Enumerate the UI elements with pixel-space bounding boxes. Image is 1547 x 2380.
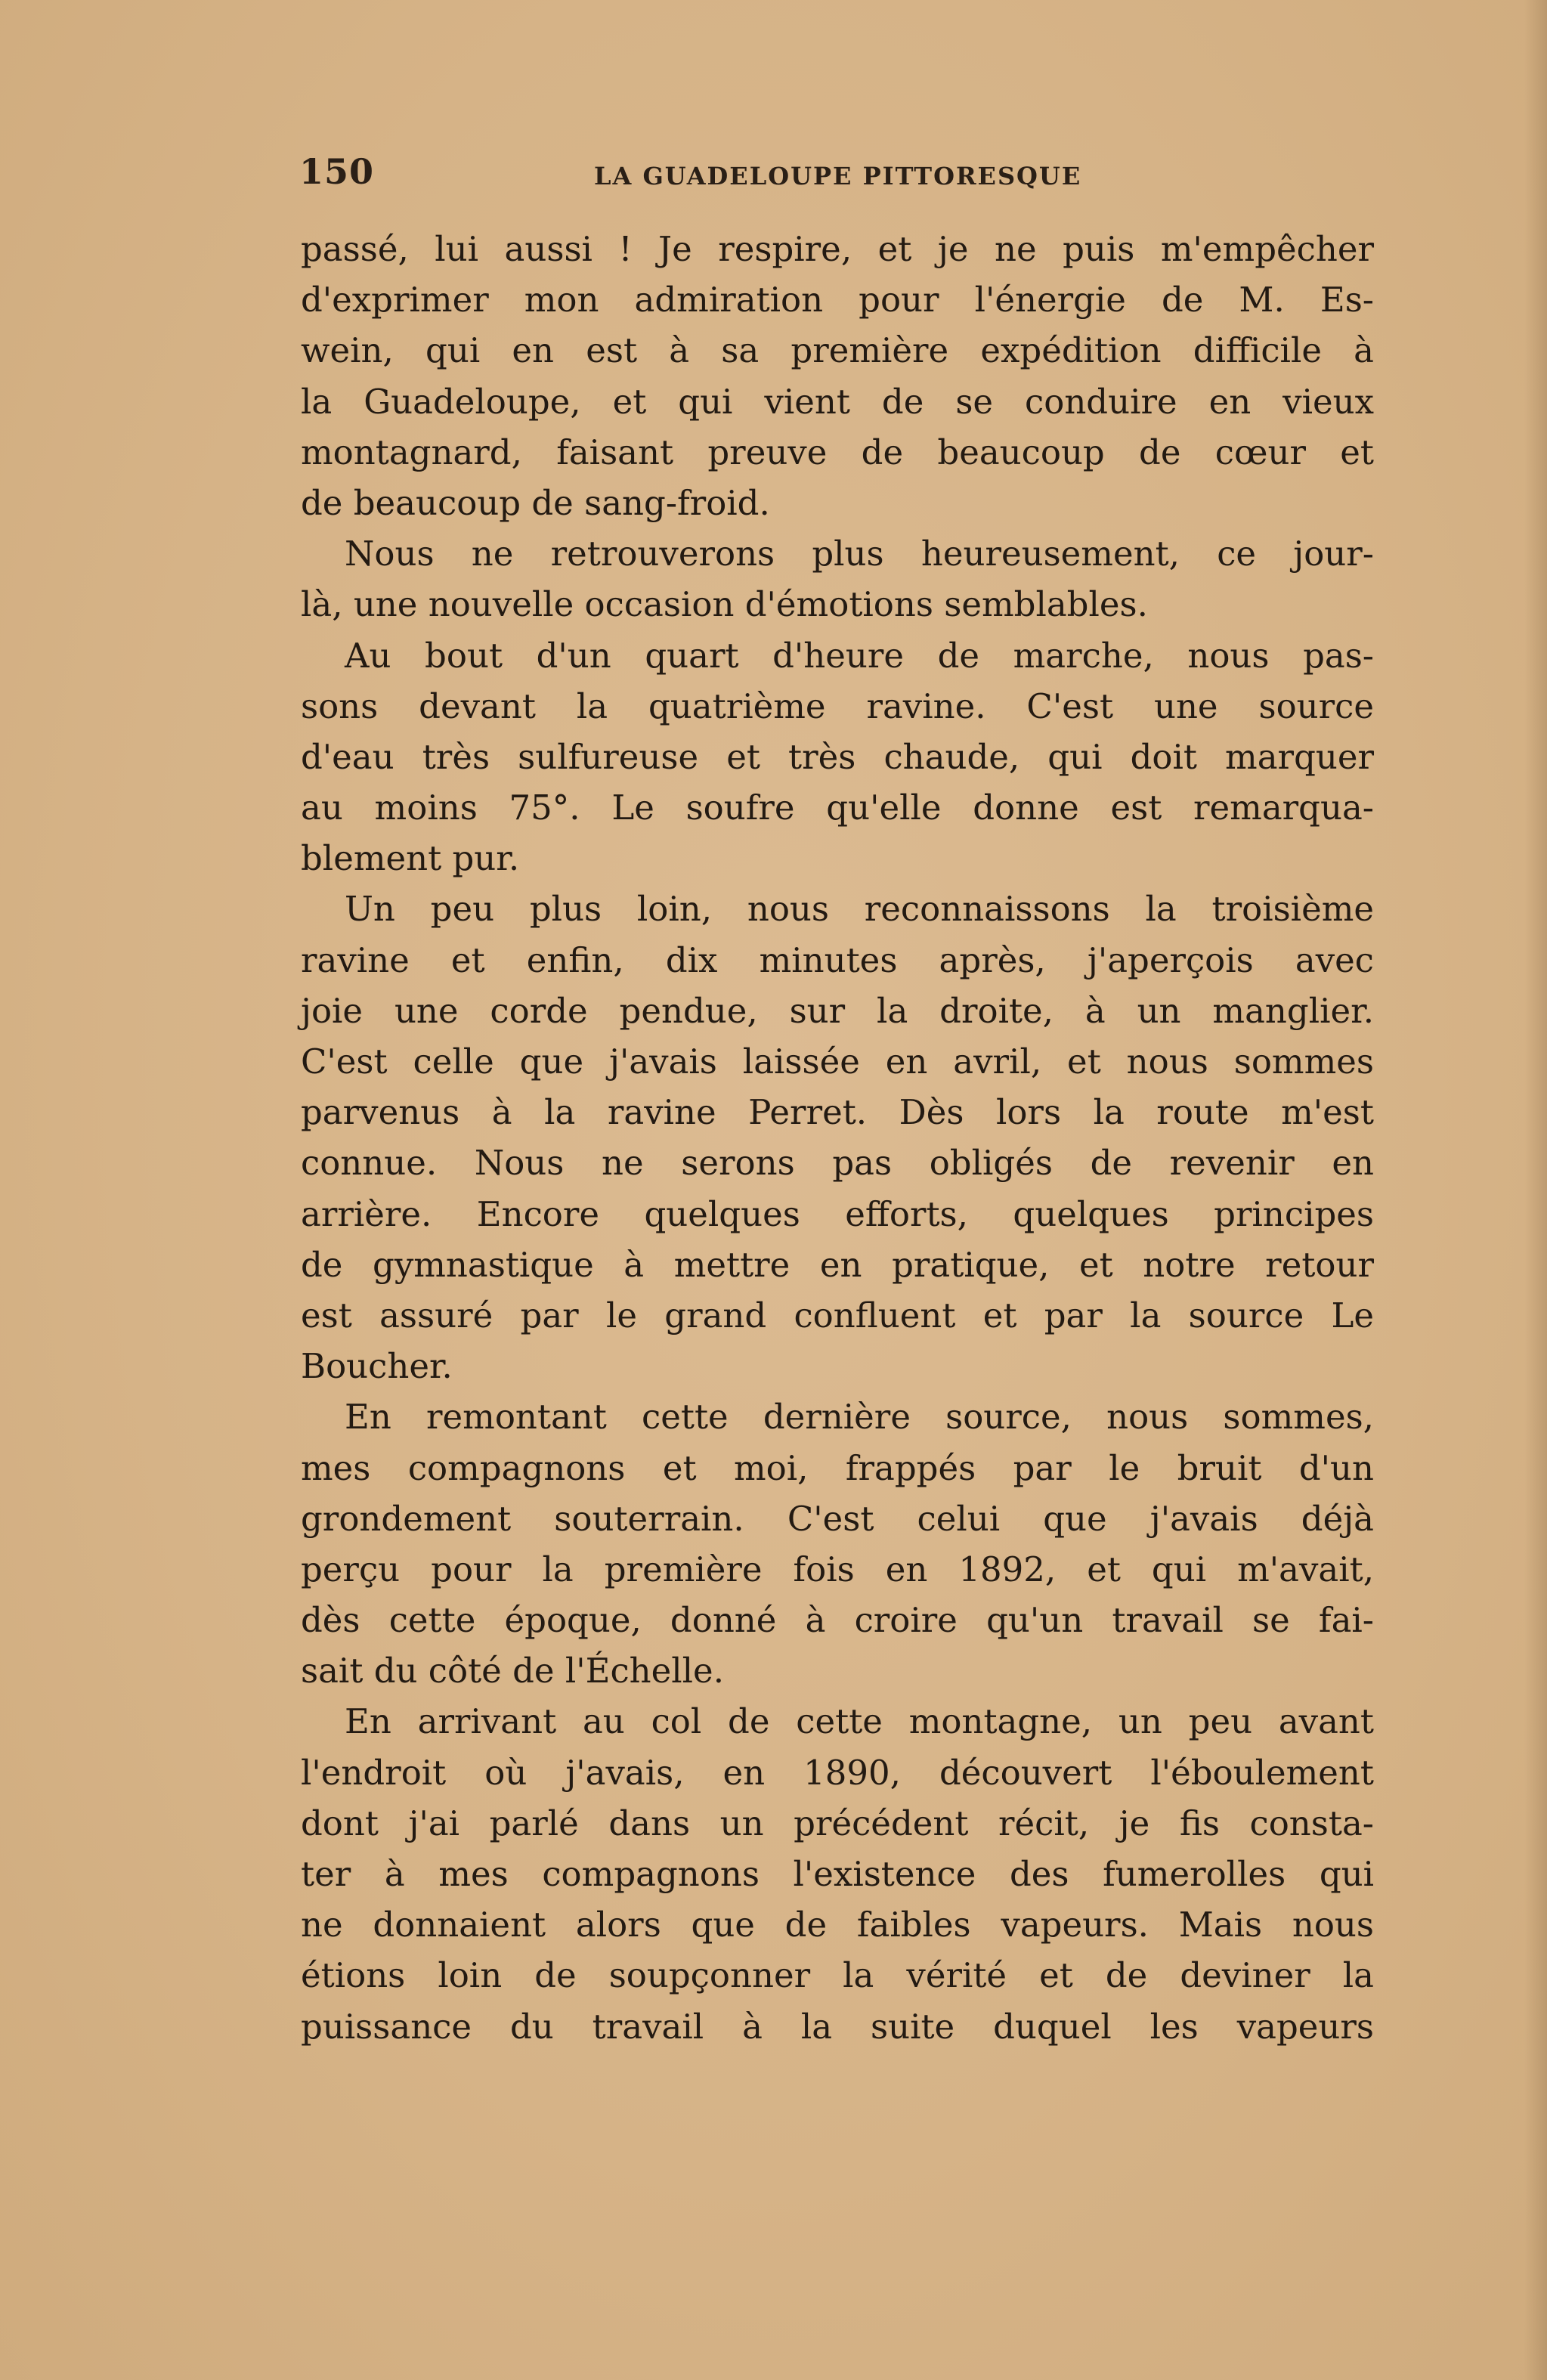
text-line: Nous ne retrouverons plus heureusement, ce jour-: [345, 534, 1374, 574]
page-edge-shadow: [1524, 0, 1547, 2380]
text-line: de beaucoup de sang-froid.: [301, 482, 770, 523]
text-line: d'eau très sulfureuse et très chaude, qui doit marquer: [301, 736, 1374, 777]
text-line: ne donnaient alors que de faibles vapeurs. Mais nous: [301, 1905, 1374, 1945]
text-line: passé, lui aussi ! Je respire, et je ne puis m'empêcher: [301, 229, 1374, 269]
text-line: dont j'ai parlé dans un précédent récit, je fis consta-: [301, 1803, 1374, 1843]
text-line: au moins 75°. Le soufre qu'elle donne est remarqua-: [301, 788, 1374, 828]
text-line: Un peu plus loin, nous reconnaissons la troisième: [345, 889, 1374, 930]
text-line: grondement souterrain. C'est celui que j'avais déjà: [301, 1498, 1374, 1539]
text-line: En arrivant au col de cette montagne, un peu avant: [345, 1701, 1374, 1742]
text-line: de gymnastique à mettre en pratique, et notre retour: [301, 1244, 1374, 1285]
text-line: Au bout d'un quart d'heure de marche, nous pas-: [345, 635, 1374, 676]
text-line: arrière. Encore quelques efforts, quelques principes: [301, 1193, 1374, 1234]
text-line: dès cette époque, donné à croire qu'un travail se fai-: [301, 1600, 1374, 1641]
text-line: sait du côté de l'Échelle.: [301, 1651, 724, 1691]
text-line: Boucher.: [301, 1346, 453, 1387]
text-line: ter à mes compagnons l'existence des fumerolles qui: [301, 1854, 1374, 1894]
text-line: parvenus à la ravine Perret. Dès lors la route m'est: [301, 1092, 1374, 1133]
text-line: perçu pour la première fois en 1892, et qui m'avait,: [301, 1549, 1374, 1589]
text-line: là, une nouvelle occasion d'émotions semblables.: [301, 584, 1148, 625]
text-line: blement pur.: [301, 838, 520, 879]
text-line: connue. Nous ne serons pas obligés de revenir en: [301, 1143, 1374, 1184]
text-line: puissance du travail à la suite duquel les vapeurs: [301, 2006, 1374, 2047]
text-line: d'exprimer mon admiration pour l'énergie de M. Es-: [301, 280, 1374, 320]
text-line: montagnard, faisant preuve de beaucoup de cœur et: [301, 432, 1374, 472]
page-header: [299, 151, 1372, 204]
text-line: étions loin de soupçonner la vérité et de deviner la: [301, 1955, 1374, 1996]
text-line: ravine et enfin, dix minutes après, j'aperçois avec: [301, 939, 1374, 980]
running-title: LA GUADELOUPE PITTORESQUE: [594, 162, 1082, 190]
text-line: joie une corde pendue, sur la droite, à un manglier.: [301, 990, 1374, 1031]
text-line: est assuré par le grand confluent et par la source Le: [301, 1295, 1374, 1335]
page-number: 150: [299, 151, 375, 192]
text-line: En remontant cette dernière source, nous sommes,: [345, 1397, 1374, 1438]
text-line: l'endroit où j'avais, en 1890, découvert l'éboulement: [301, 1752, 1374, 1793]
text-line: la Guadeloupe, et qui vient de se conduire en vieux: [301, 381, 1374, 422]
text-line: mes compagnons et moi, frappés par le bruit d'un: [301, 1447, 1374, 1488]
text-line: wein, qui en est à sa première expédition difficile à: [301, 330, 1374, 371]
text-line: sons devant la quatrième ravine. C'est une source: [301, 686, 1374, 726]
body-text: [301, 224, 1374, 2052]
text-line: C'est celle que j'avais laissée en avril, et nous sommes: [301, 1041, 1374, 1082]
